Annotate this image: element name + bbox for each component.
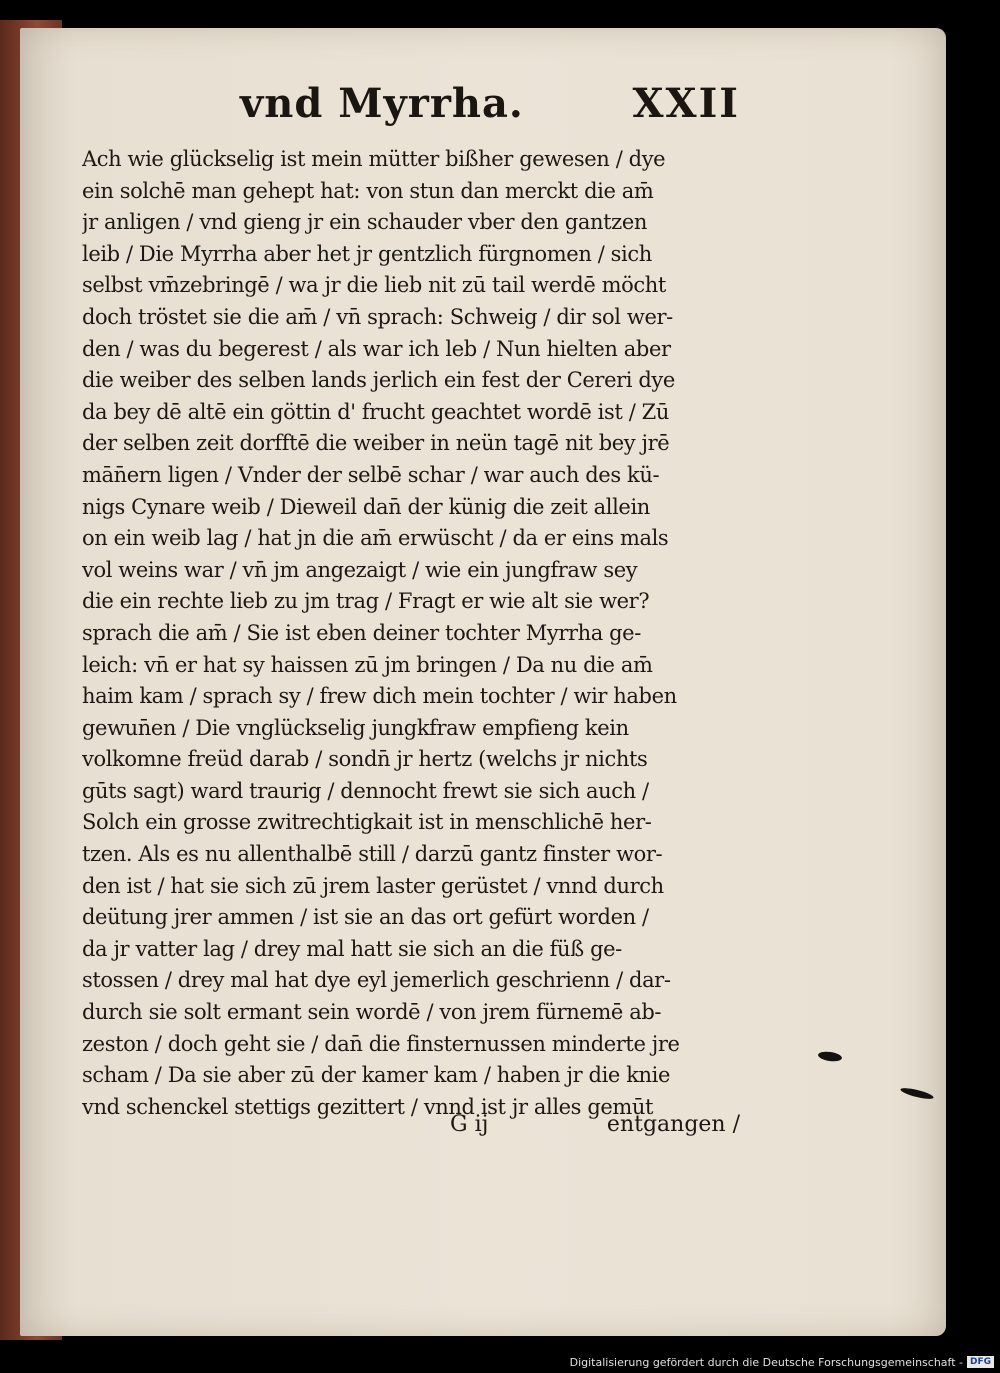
text-line: selbst vm̄zebringē / wa jr die lieb nit zū tail werdē möcht <box>82 273 666 298</box>
text-line: leich: vn̄ er hat sy haissen zū jm bringen / Da nu die am̄ <box>82 652 653 677</box>
text-line: mān̄ern ligen / Vnder der selbē schar / war auch des kü- <box>82 462 660 487</box>
text-line: den / was du begerest / als war ich leb / Nun hielten aber <box>82 336 671 361</box>
catchword: entgangen / <box>606 1112 740 1137</box>
text-line: sprach die am̄ / Sie ist eben deiner tochter Myrrha ge- <box>82 620 641 645</box>
text-line: vnd schenckel stettigs gezittert / vnnd ist jr alles gemūt <box>82 1094 654 1119</box>
text-line: stossen / drey mal hat dye eyl jemerlich geschrienn / dar- <box>82 968 671 993</box>
text-line: volkomne freüd darab / sondn̄ jr hertz (welchs jr nichts <box>82 747 648 772</box>
text-line: durch sie solt ermant sein wordē / von jrem fürnemē ab- <box>82 1000 662 1025</box>
running-head: vnd Myrrha. <box>240 80 524 127</box>
funding-credit <box>570 1353 994 1371</box>
text-line: gūts sagt) ward traurig / dennocht frewt sie sich auch / <box>82 778 649 803</box>
text-line: die ein rechte lieb zu jm trag / Fragt er wie alt sie wer? <box>82 589 650 614</box>
text-line: vol weins war / vn̄ jm angezaigt / wie ein jungfraw sey <box>82 557 638 582</box>
text-line: jr anligen / vnd gieng jr ein schauder vber den gantzen <box>82 210 647 235</box>
credit-text: Digitalisierung gefördert durch die Deutsche Forschungsgemeinschaft - <box>569 1355 963 1369</box>
text-line: tzen. Als es nu allenthalbē still / darzū gantz finster wor- <box>82 842 663 867</box>
text-line: deütung jrer ammen / ist sie an das ort gefürt worden / <box>82 905 649 930</box>
text-line: zeston / doch geht sie / dan̄ die finsternussen minderte jre <box>82 1031 680 1056</box>
text-line: da bey dē altē ein göttin d' frucht geachtet wordē ist / Zū <box>82 399 669 424</box>
text-line: haim kam / sprach sy / frew dich mein tochter / wir haben <box>82 684 677 709</box>
text-line: der selben zeit dorfftē die weiber in neün tagē nit bey jrē <box>82 431 670 456</box>
text-line: da jr vatter lag / drey mal hatt sie sich an die füß ge- <box>82 936 622 961</box>
folio-number: XXII <box>632 80 740 127</box>
text-line: gewun̄en / Die vnglückselig jungkfraw empfieng kein <box>82 715 629 740</box>
dfg-logo: DFG <box>967 1356 994 1368</box>
text-line: doch tröstet sie die am̄ / vn̄ sprach: Schweig / dir sol wer- <box>82 304 673 329</box>
text-line: on ein weib lag / hat jn die am̄ erwüscht / da er eins mals <box>82 526 669 551</box>
text-line: ein solchē man gehept hat: von stun dan merckt die am̄ <box>82 178 654 203</box>
text-line: den ist / hat sie sich zū jrem laster gerüstet / vnnd durch <box>82 873 664 898</box>
signature-mark: G ij <box>450 1112 489 1137</box>
text-line: leib / Die Myrrha aber het jr gentzlich fürgnomen / sich <box>82 241 652 266</box>
text-line: scham / Da sie aber zū der kamer kam / haben jr die knie <box>82 1063 670 1088</box>
text-line: nigs Cynare weib / Dieweil dan̄ der künig die zeit allein <box>82 494 650 519</box>
text-line: Ach wie glückselig ist mein mütter bißher gewesen / dye <box>82 147 666 171</box>
text-block <box>82 144 738 1123</box>
text-line: die weiber des selben lands jerlich ein fest der Cereri dye <box>82 368 675 393</box>
page-footer <box>450 1112 740 1148</box>
text-line: Solch ein grosse zwitrechtigkait ist in menschlichē her- <box>82 810 652 835</box>
page-header <box>240 80 740 130</box>
